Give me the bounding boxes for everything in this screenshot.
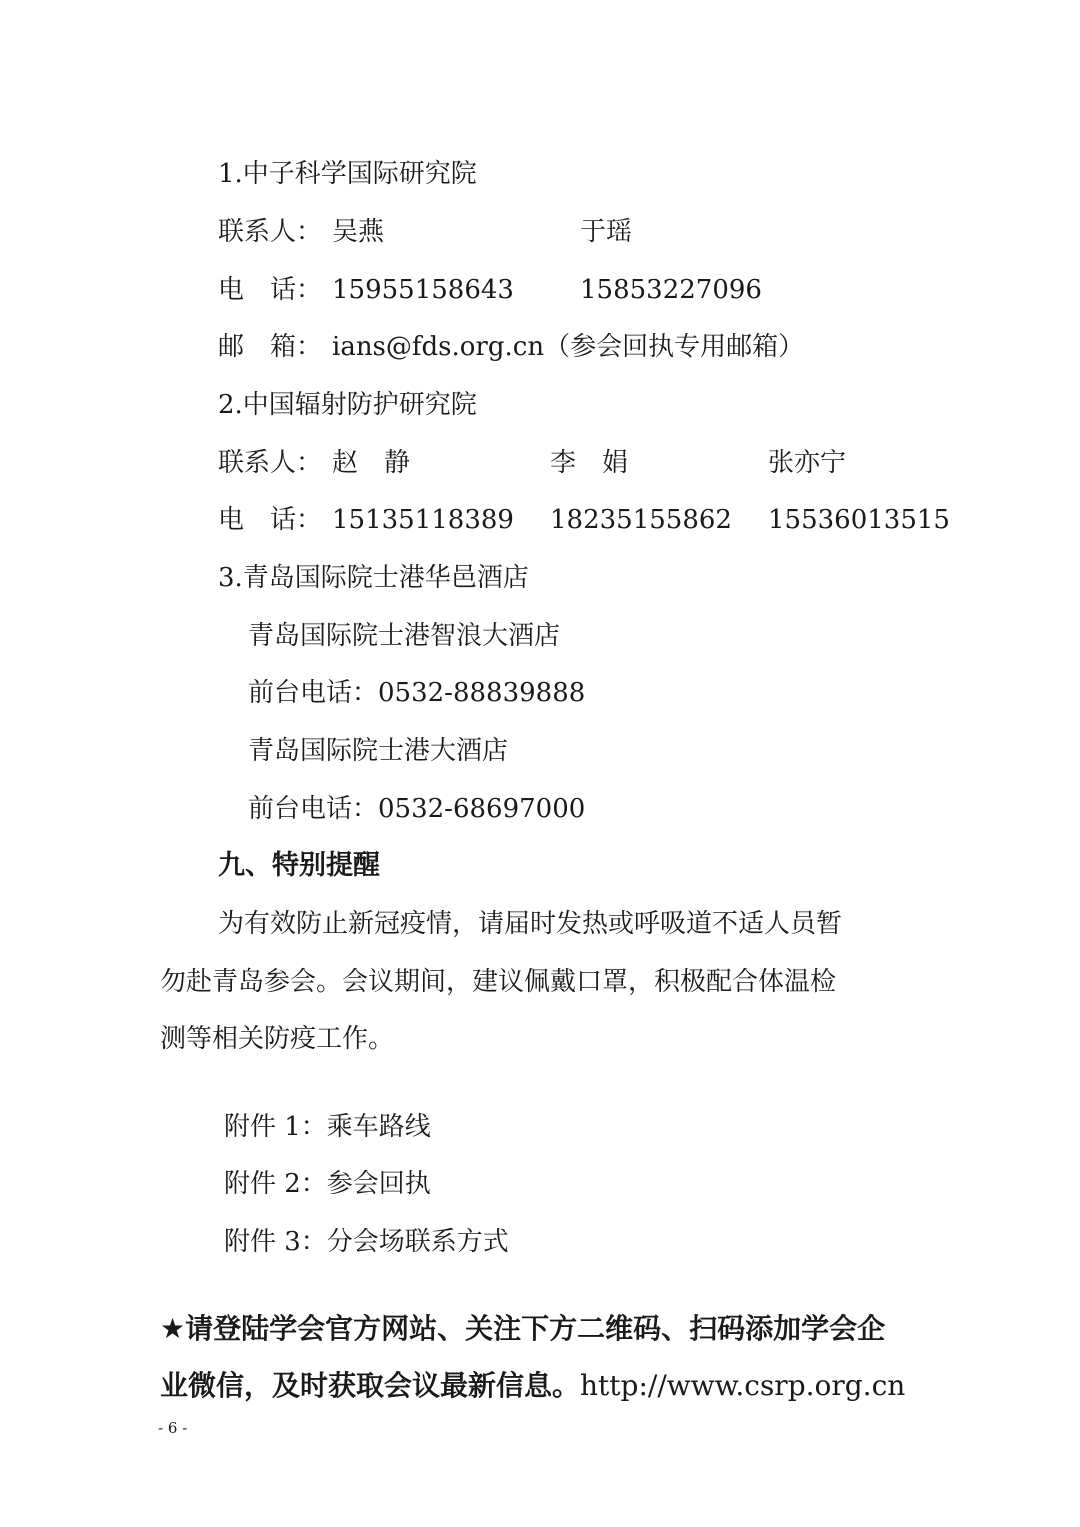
notice-text: 业微信，及时获取会议最新信息。 (160, 1369, 581, 1402)
notice-line: ★请登陆学会官方网站、关注下方二维码、扫码添加学会企 (160, 1312, 886, 1345)
page-number: - 6 - (158, 1419, 188, 1437)
contact-label: 联系人： (218, 448, 323, 478)
contact-label: 联系人： (218, 217, 323, 247)
contact-name: 张亦宁 (768, 448, 847, 478)
phone-number: 15853227096 (580, 275, 762, 305)
section2-title: 2.中国辐射防护研究院 (218, 390, 477, 420)
hotel-phone: 前台电话：0532-68697000 (248, 794, 586, 824)
phone-number: 15536013515 (768, 505, 950, 535)
phone-number: 15955158643 (332, 275, 514, 305)
contact-name: 李 娟 (550, 448, 629, 478)
phone-number: 15135118389 (332, 505, 514, 535)
attachment-item: 附件 1：乘车路线 (224, 1112, 431, 1142)
section3-title: 3.青岛国际院士港华邑酒店 (218, 563, 529, 593)
phone-label: 电 话： (218, 275, 323, 305)
phone-label: 电 话： (218, 505, 323, 535)
phone-number: 18235155862 (550, 505, 732, 535)
attachment-item: 附件 2：参会回执 (224, 1169, 431, 1199)
reminder-paragraph-line: 为有效防止新冠疫情，请届时发热或呼吸道不适人员暂 (218, 909, 843, 939)
contact-name: 吴燕 (332, 217, 385, 247)
hotel-phone: 前台电话：0532-88839888 (248, 678, 586, 708)
website-link[interactable]: http://www.csrp.org.cn (580, 1369, 906, 1402)
email-address[interactable]: ians@fds.org.cn（参会回执专用邮箱） (332, 332, 805, 362)
reminder-paragraph-line: 勿赴青岛参会。会议期间，建议佩戴口罩，积极配合体温检 (160, 967, 837, 997)
section1-title: 1.中子科学国际研究院 (218, 159, 477, 189)
reminder-paragraph-line: 测等相关防疫工作。 (160, 1024, 395, 1054)
reminder-heading: 九、特别提醒 (218, 850, 380, 881)
contact-name: 赵 静 (332, 448, 411, 478)
email-label: 邮 箱： (218, 332, 323, 362)
hotel-name: 青岛国际院士港智浪大酒店 (248, 621, 561, 651)
notice-line (160, 1369, 905, 1403)
contact-name: 于瑶 (580, 217, 633, 247)
hotel-name: 青岛国际院士港大酒店 (248, 736, 509, 766)
attachment-item: 附件 3：分会场联系方式 (224, 1227, 509, 1257)
